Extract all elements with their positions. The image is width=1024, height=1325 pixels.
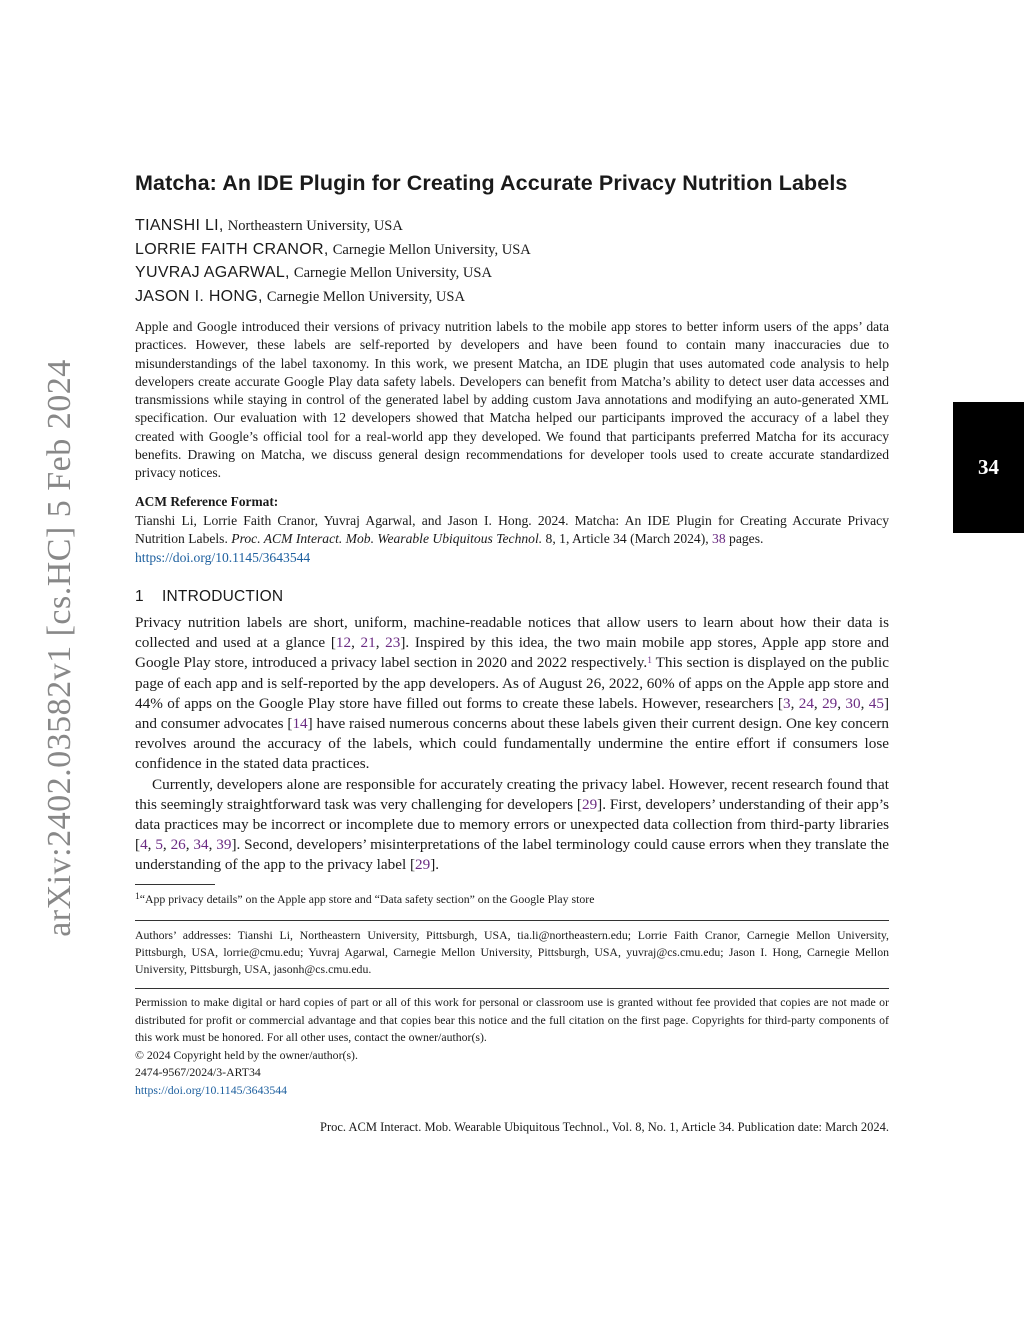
reference-pages-link[interactable]: 38 [712, 531, 726, 547]
section-number: 1 [135, 588, 144, 605]
text-run: , [790, 694, 799, 712]
introduction-body [135, 613, 889, 876]
footnote-mark: 1 [135, 892, 140, 902]
author-entry: TIANSHI LI, Northeastern University, USA [135, 217, 403, 234]
citation-link[interactable]: 23 [385, 634, 401, 652]
paragraph [135, 775, 889, 876]
footnote-text: “App privacy details” on the Apple app store and “Data safety section” on the Google Play store [139, 892, 595, 906]
author-addresses: Authors’ addresses: Tianshi Li, Northeastern University, Pittsburgh, USA, tia.li@northeastern.edu; Lorrie Faith Cranor, Carnegie Mellon University, Pittsburgh, USA, lorrie@cmu.edu; Yuvraj Agarwal, Carnegie Mellon University, Pittsburgh, USA, yuvraj@cs.cmu.edu; Jason I. Hong, Carnegie Mellon University, Pittsburgh, USA, jasonh@cs.cmu.edu. [135, 928, 889, 976]
reference-journal: Proc. ACM Interact. Mob. Wearable Ubiquitous Technol. [231, 531, 543, 547]
citation-link[interactable]: 24 [798, 694, 814, 712]
section-heading-introduction [135, 588, 889, 606]
footnote [135, 892, 889, 907]
author-entry: JASON I. HONG, Carnegie Mellon University, USA [135, 287, 465, 305]
text-run: , [860, 694, 869, 712]
paper-title: Matcha: An IDE Plugin for Creating Accurate Privacy Nutrition Labels [135, 171, 848, 195]
citation-link[interactable]: 14 [292, 715, 308, 733]
citation-link[interactable]: 26 [170, 836, 186, 854]
text-run: , [813, 694, 823, 712]
text-run: ]. [430, 856, 440, 874]
paragraph [135, 613, 889, 775]
text-run: , [351, 634, 361, 652]
citation-link[interactable]: 29 [415, 856, 431, 874]
text-run: , [208, 836, 217, 854]
citation-link[interactable]: 5 [155, 836, 163, 854]
text-run: This section is displayed on the public page of each app and is self-reported by the app developers. As of August 26, 2022, 60% of apps on the Apple app store and 44% of apps on the Google Play store have filled out forms to create these labels. However, researchers [ [135, 654, 889, 712]
reference-text: pages. [725, 531, 764, 547]
acm-reference-heading: ACM Reference Format: [135, 494, 279, 509]
section-title: INTRODUCTION [162, 588, 284, 605]
text-run: ]. Second, developers’ misinterpretations of the label terminology could cause errors when they translate the understanding of the app to the privacy label [ [135, 836, 890, 874]
text-run: Currently, developers alone are responsible for accurately creating the privacy label. However, recent research found that this seemingly straightforward task was very challenging for developers [ [135, 775, 889, 813]
author-name: JASON I. HONG [135, 287, 259, 305]
reference-text: Tianshi Li, Lorrie Faith Cranor, Yuvraj Agarwal, and Jason I. Hong. 2024. Matcha: An IDE Plugin for Creating Accurate Privacy Nutrition Labels. [135, 513, 889, 547]
citation-link[interactable]: 45 [868, 694, 884, 712]
citation-link[interactable]: 39 [216, 836, 232, 854]
text-run: , [185, 836, 194, 854]
citation-link[interactable]: 12 [335, 634, 352, 652]
citation-link[interactable]: 29 [822, 694, 838, 712]
permission-divider [135, 988, 889, 989]
addresses-divider [135, 920, 889, 921]
text-run: , [147, 836, 156, 854]
author-entry: LORRIE FAITH CRANOR, Carnegie Mellon University, USA [135, 240, 531, 258]
text-run: ] and consumer advocates [ [135, 694, 890, 733]
footnote-link[interactable]: 1 [647, 656, 652, 667]
citation-link[interactable]: 29 [581, 795, 598, 813]
text-run: ]. First, developers’ understanding of their app’s data practices may be incorrect or incomplete due to memory errors or unexpected data collection from third-party libraries [ [135, 795, 889, 854]
text-run: Privacy nutrition labels are short, uniform, machine-readable notices that allow users to learn about how their data is collected and used at a glance [ [135, 614, 889, 652]
text-run: , [837, 694, 846, 712]
text-run: , [375, 634, 386, 652]
permission-notice [135, 994, 889, 1099]
author-entry: YUVRAJ AGARWAL, Carnegie Mellon University, USA [135, 264, 492, 281]
citation-link[interactable]: 30 [845, 694, 861, 712]
page-footer: Proc. ACM Interact. Mob. Wearable Ubiquitous Technol., Vol. 8, No. 1, Article 34. Publication date: March 2024. [320, 1120, 889, 1134]
citation-link[interactable]: 34 [193, 836, 209, 854]
reference-text: 8, 1, Article 34 (March 2024), [542, 531, 713, 547]
article-number-tab: 34 [953, 402, 1024, 533]
permission-text: Permission to make digital or hard copies of part or all of this work for personal or classroom use is granted without fee provided that copies are not made or distributed for profit or commercial advantage and that copies bear this notice and the full citation on the first page. Copyrights for third-party components of this work must be honored. For all other uses, contact the owner/author(s). [135, 995, 889, 1044]
author-affiliation: Carnegie Mellon University, USA [332, 241, 531, 258]
text-run: , [162, 836, 171, 854]
author-list [135, 214, 889, 308]
author-name: YUVRAJ AGARWAL [135, 264, 286, 281]
acm-reference-text [135, 512, 889, 567]
citation-link[interactable]: 4 [140, 836, 148, 854]
arxiv-identifier-stamp: arXiv:2402.03582v1 [cs.HC] 5 Feb 2024 [41, 359, 78, 937]
copyright-line: © 2024 Copyright held by the owner/author(s). [135, 1047, 358, 1062]
footnote-divider [135, 884, 215, 885]
text-run: ] have raised numerous concerns about these labels given their current design. One key concern revolves around the accuracy of the labels, which could fundamentally undermine the entire effort if consumers lose confidence in the stated data practices. [135, 715, 889, 773]
abstract: Apple and Google introduced their versions of privacy nutrition labels to the mobile app stores to better inform users of the apps’ data practices. However, these labels are self-reported by developers and have been found to contain many inaccuracies due to misunderstandings of the label taxonomy. In this work, we present Matcha, an IDE plugin that uses automated code analysis to help developers create accurate Google Play data safety labels. Developers can benefit from Matcha’s ability to detect user data accesses and transmissions while staying in control of the generated label by adding custom Java annotations and modifying an auto-generated XML specification. Our evaluation with 12 developers showed that Matcha helped our participants improved the accuracy of a label they created with Google’s official tool for a real-world app they developed. We found that participants preferred Matcha for its accuracy benefits. Drawing on Matcha, we discuss general design recommendations for developer tools used to create accurate standardized privacy notices. [135, 319, 889, 481]
reference-doi-link[interactable]: https://doi.org/10.1145/3643544 [135, 549, 311, 565]
citation-link[interactable]: 21 [360, 634, 376, 652]
text-run: ]. Inspired by this idea, the two main mobile app stores, Apple app store and Google Play store, introduced a privacy label section in 2020 and 2022 respectively. [135, 634, 890, 672]
issn-line: 2474-9567/2024/3-ART34 [135, 1065, 261, 1079]
permission-doi-link[interactable]: https://doi.org/10.1145/3643544 [135, 1082, 288, 1097]
author-affiliation: Carnegie Mellon University, USA [293, 265, 492, 281]
author-name: TIANSHI LI [135, 217, 219, 234]
author-affiliation: Northeastern University, USA [227, 218, 403, 234]
author-name: LORRIE FAITH CRANOR [135, 240, 324, 258]
citation-link[interactable]: 3 [782, 694, 791, 712]
author-affiliation: Carnegie Mellon University, USA [266, 288, 465, 305]
